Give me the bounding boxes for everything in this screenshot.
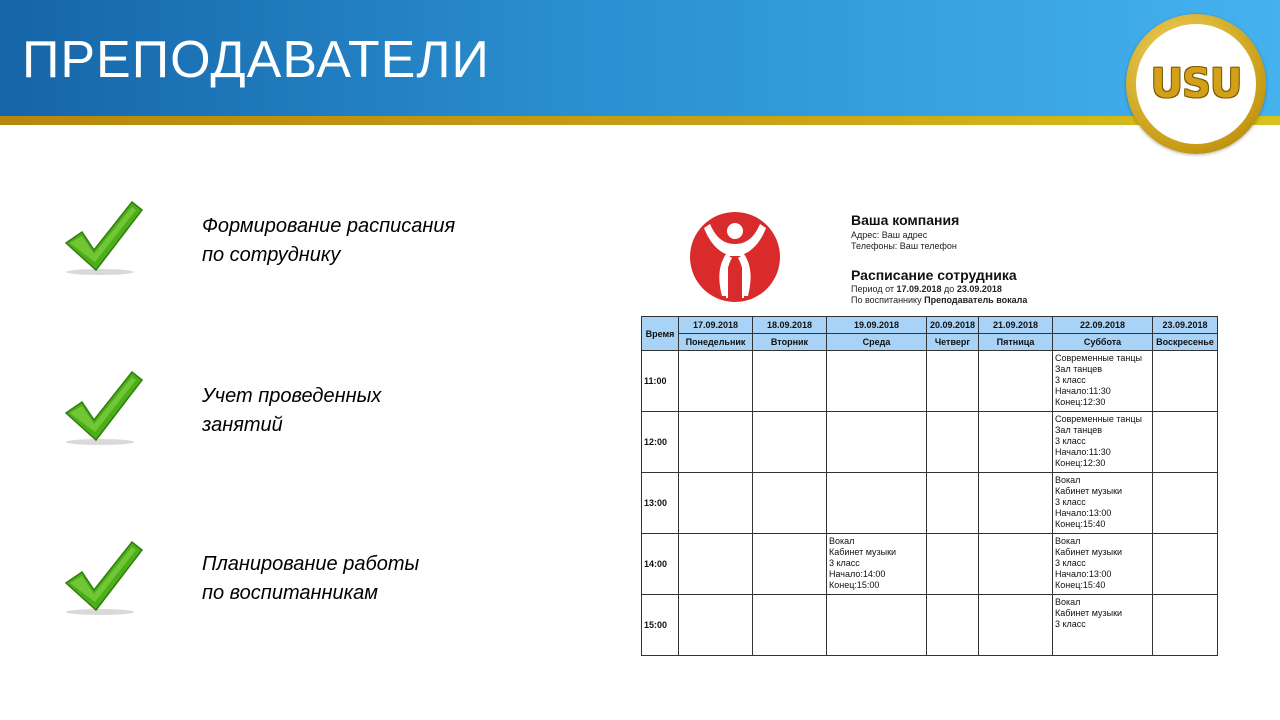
schedule-cell — [979, 534, 1053, 595]
schedule-cell — [827, 412, 927, 473]
lesson-line: Вокал — [829, 536, 855, 546]
weekday-header: Среда — [827, 334, 927, 351]
lesson-line: Конец:15:00 — [829, 580, 880, 590]
date-header: 22.09.2018 — [1053, 317, 1153, 334]
lesson-line: Начало:13:00 — [1055, 508, 1112, 518]
schedule-cell — [1153, 595, 1218, 656]
schedule-cell — [1053, 351, 1153, 412]
schedule-cell — [679, 534, 753, 595]
lesson-line: Кабинет музыки — [1055, 547, 1123, 557]
schedule-cell — [1053, 534, 1153, 595]
date-header: 23.09.2018 — [1153, 317, 1218, 334]
lesson-line: Конец:12:30 — [1055, 397, 1106, 407]
schedule-cell — [827, 351, 927, 412]
lesson-line: Вокал — [1055, 475, 1081, 485]
schedule-cell — [679, 595, 753, 656]
time-cell: 12:00 — [642, 412, 679, 473]
schedule-cell — [753, 473, 827, 534]
header-banner — [0, 0, 1280, 116]
lesson-line: Конец:15:40 — [1055, 580, 1106, 590]
checkmark-icon — [56, 368, 146, 448]
lesson-line: Кабинет музыки — [829, 547, 897, 557]
date-header: 18.09.2018 — [753, 317, 827, 334]
lesson-line: Начало:11:30 — [1055, 386, 1111, 396]
schedule-cell — [927, 412, 979, 473]
feature-item-lessons: Учет проведенных занятий — [202, 385, 382, 436]
schedule-cell — [679, 412, 753, 473]
lesson-line: 3 класс — [1055, 497, 1086, 507]
schedule-cell — [753, 534, 827, 595]
schedule-cell — [1053, 412, 1153, 473]
weekday-header: Вторник — [753, 334, 827, 351]
company-name: Ваша компания — [851, 212, 960, 228]
schedule-cell — [927, 351, 979, 412]
schedule-cell — [679, 351, 753, 412]
schedule-cell — [927, 473, 979, 534]
usu-logo-text: USU — [1150, 61, 1242, 107]
lesson-line: 3 класс — [1055, 619, 1086, 629]
header-divider — [0, 116, 1280, 125]
weekday-header: Воскресенье — [1153, 334, 1218, 351]
lesson-line: 3 класс — [1055, 375, 1086, 385]
time-cell: 11:00 — [642, 351, 679, 412]
lesson-line: Современные танцы — [1055, 353, 1143, 363]
time-cell: 13:00 — [642, 473, 679, 534]
lesson-line: Вокал — [1055, 597, 1081, 607]
lesson-line: Начало:13:00 — [1055, 569, 1112, 579]
schedule-cell — [927, 534, 979, 595]
checkmark-icon — [56, 198, 146, 278]
table-row — [642, 534, 1218, 595]
company-phones: Телефоны: Ваш телефон — [851, 241, 957, 251]
table-row — [642, 595, 1218, 656]
lesson-line: 3 класс — [1055, 436, 1086, 446]
schedule-cell — [1153, 534, 1218, 595]
child-figure-logo-icon — [688, 210, 782, 304]
date-header: 19.09.2018 — [827, 317, 927, 334]
weekday-header: Суббота — [1053, 334, 1153, 351]
weekday-header: Пятница — [979, 334, 1053, 351]
weekday-header: Четверг — [927, 334, 979, 351]
table-row — [642, 351, 1218, 412]
lesson-line: Вокал — [1055, 536, 1081, 546]
schedule-cell — [1053, 473, 1153, 534]
lesson-line: Зал танцев — [1055, 425, 1103, 435]
schedule-cell — [827, 473, 927, 534]
schedule-cell — [927, 595, 979, 656]
date-header: 20.09.2018 — [927, 317, 979, 334]
lesson-line: Начало:14:00 — [829, 569, 886, 579]
schedule-cell — [979, 412, 1053, 473]
feature-item-schedule: Формирование расписания по сотруднику — [202, 215, 456, 266]
table-row — [642, 412, 1218, 473]
table-row — [642, 473, 1218, 534]
lesson-line: Начало:11:30 — [1055, 447, 1111, 457]
time-cell: 14:00 — [642, 534, 679, 595]
lesson-line: Конец:15:40 — [1055, 519, 1106, 529]
time-cell: 15:00 — [642, 595, 679, 656]
schedule-cell — [1053, 595, 1153, 656]
lesson-line: Кабинет музыки — [1055, 608, 1123, 618]
lesson-line: 3 класс — [1055, 558, 1086, 568]
company-address: Адрес: Ваш адрес — [851, 230, 928, 240]
page-title: ПРЕПОДАВАТЕЛИ — [22, 31, 490, 89]
schedule-cell — [827, 595, 927, 656]
time-column-header: Время — [642, 317, 679, 351]
schedule-cell — [979, 473, 1053, 534]
weekday-header: Понедельник — [679, 334, 753, 351]
feature-item-planning: Планирование работы по воспитанникам — [202, 553, 420, 604]
schedule-cell — [1153, 473, 1218, 534]
schedule-cell — [1153, 351, 1218, 412]
schedule-cell — [679, 473, 753, 534]
date-header: 21.09.2018 — [979, 317, 1053, 334]
lesson-line: Современные танцы — [1055, 414, 1143, 424]
schedule-cell — [753, 595, 827, 656]
schedule-cell — [827, 534, 927, 595]
usu-logo — [1126, 14, 1266, 154]
report-title: Расписание сотрудника — [851, 267, 1017, 283]
schedule-cell — [979, 595, 1053, 656]
schedule-cell — [1153, 412, 1218, 473]
lesson-line: Конец:12:30 — [1055, 458, 1106, 468]
schedule-table — [641, 316, 1218, 656]
report-period: Период от 17.09.2018 до 23.09.2018 — [851, 284, 1002, 294]
date-header: 17.09.2018 — [679, 317, 753, 334]
schedule-cell — [979, 351, 1053, 412]
lesson-line: Кабинет музыки — [1055, 486, 1123, 496]
report-teacher: По воспитаннику Преподаватель вокала — [851, 295, 1028, 305]
lesson-line: 3 класс — [829, 558, 860, 568]
checkmark-icon — [56, 538, 146, 618]
lesson-line: Зал танцев — [1055, 364, 1103, 374]
schedule-cell — [753, 351, 827, 412]
schedule-cell — [753, 412, 827, 473]
schedule-report — [640, 200, 1220, 630]
